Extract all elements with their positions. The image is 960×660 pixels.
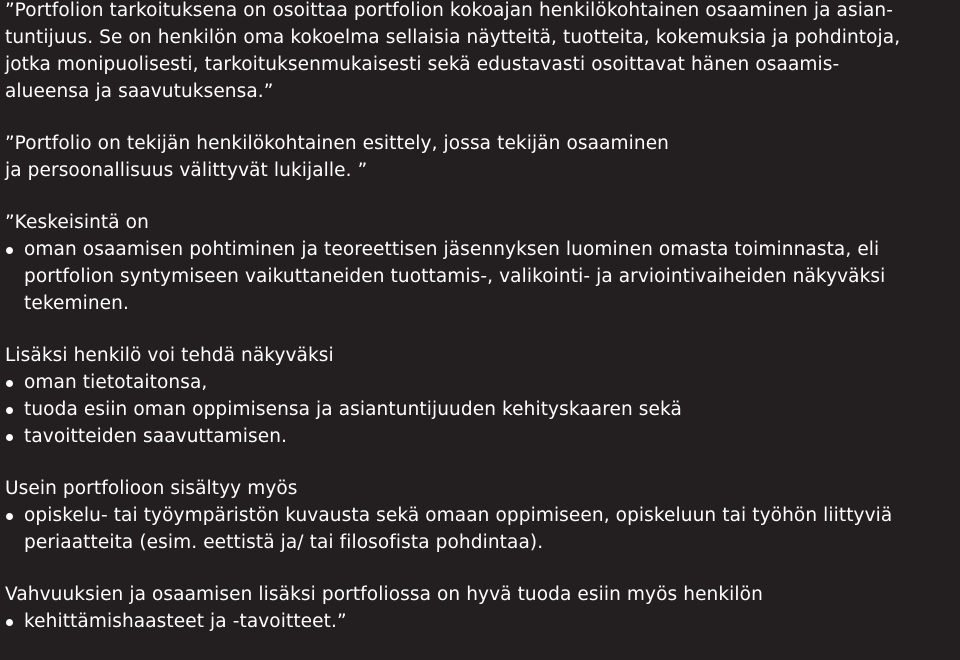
text-line: tuntijuus. Se on henkilön oma kokoelma sellaisia näytteitä, tuotteita, kokemuksia ja pohdintoja, bbox=[5, 27, 901, 48]
quote-paragraph-2 bbox=[5, 130, 955, 184]
bullet-text: kehittämishaasteet ja -tavoitteet.” bbox=[24, 611, 347, 632]
bullet-item bbox=[5, 369, 955, 396]
bullet-text: tuoda esiin oman oppimisensa ja asiantuntijuuden kehityskaaren sekä bbox=[24, 399, 682, 420]
bullet-item bbox=[5, 502, 955, 529]
text-line: ”Portfolio on tekijän henkilökohtainen esittely, jossa tekijän osaaminen bbox=[5, 133, 669, 154]
bullet-text: tavoitteiden saavuttamisen. bbox=[24, 426, 288, 447]
bullet-text: oman osaamisen pohtiminen ja teoreettisen jäsennyksen luominen omasta toiminnasta, eli bbox=[24, 239, 880, 260]
document-text bbox=[5, 0, 955, 635]
bullet-item bbox=[5, 396, 955, 423]
text-line: alueensa ja saavutuksensa.” bbox=[5, 81, 274, 102]
section-intro: Lisäksi henkilö voi tehdä näkyväksi bbox=[5, 345, 334, 366]
bullet-text: opiskelu- tai työympäristön kuvausta sekä omaan oppimiseen, opiskeluun tai työhön liittyviä bbox=[24, 505, 893, 526]
lisaksi-section bbox=[5, 342, 955, 450]
text-line: ja persoonallisuus välittyvät lukijalle. ” bbox=[5, 160, 368, 181]
keskeisinta-section bbox=[5, 209, 955, 317]
bullet-icon bbox=[6, 407, 13, 414]
section-intro: Usein portfolioon sisältyy myös bbox=[5, 478, 298, 499]
bullet-item bbox=[5, 608, 955, 635]
quote-paragraph-1 bbox=[5, 0, 955, 105]
bullet-text: oman tietotaitonsa, bbox=[24, 372, 208, 393]
bullet-icon bbox=[6, 434, 13, 441]
bullet-item bbox=[5, 423, 955, 450]
bullet-continuation: portfolion syntymiseen vaikuttaneiden tuottamis-, valikointi- ja arviointivaiheiden näkyväksi bbox=[24, 266, 886, 287]
section-intro: Vahvuuksien ja osaamisen lisäksi portfoliossa on hyvä tuoda esiin myös henkilön bbox=[5, 584, 763, 605]
text-line: jotka monipuolisesti, tarkoituksenmukaisesti sekä edustavasti osoittavat hänen osaamis- bbox=[5, 54, 840, 75]
bullet-continuation: tekeminen. bbox=[24, 293, 129, 314]
text-line: ”Portfolion tarkoituksena on osoittaa portfolion kokoajan henkilökohtainen osaaminen ja asian- bbox=[5, 0, 893, 21]
bullet-icon bbox=[6, 513, 13, 520]
bullet-icon bbox=[6, 619, 13, 626]
vahvuuksien-section bbox=[5, 581, 955, 635]
section-intro: ”Keskeisintä on bbox=[5, 212, 149, 233]
bullet-icon bbox=[6, 380, 13, 387]
usein-section bbox=[5, 475, 955, 556]
bullet-icon bbox=[6, 247, 13, 254]
bullet-continuation: periaatteita (esim. eettistä ja/ tai filosofista pohdintaa). bbox=[24, 532, 544, 553]
bullet-item bbox=[5, 236, 955, 263]
